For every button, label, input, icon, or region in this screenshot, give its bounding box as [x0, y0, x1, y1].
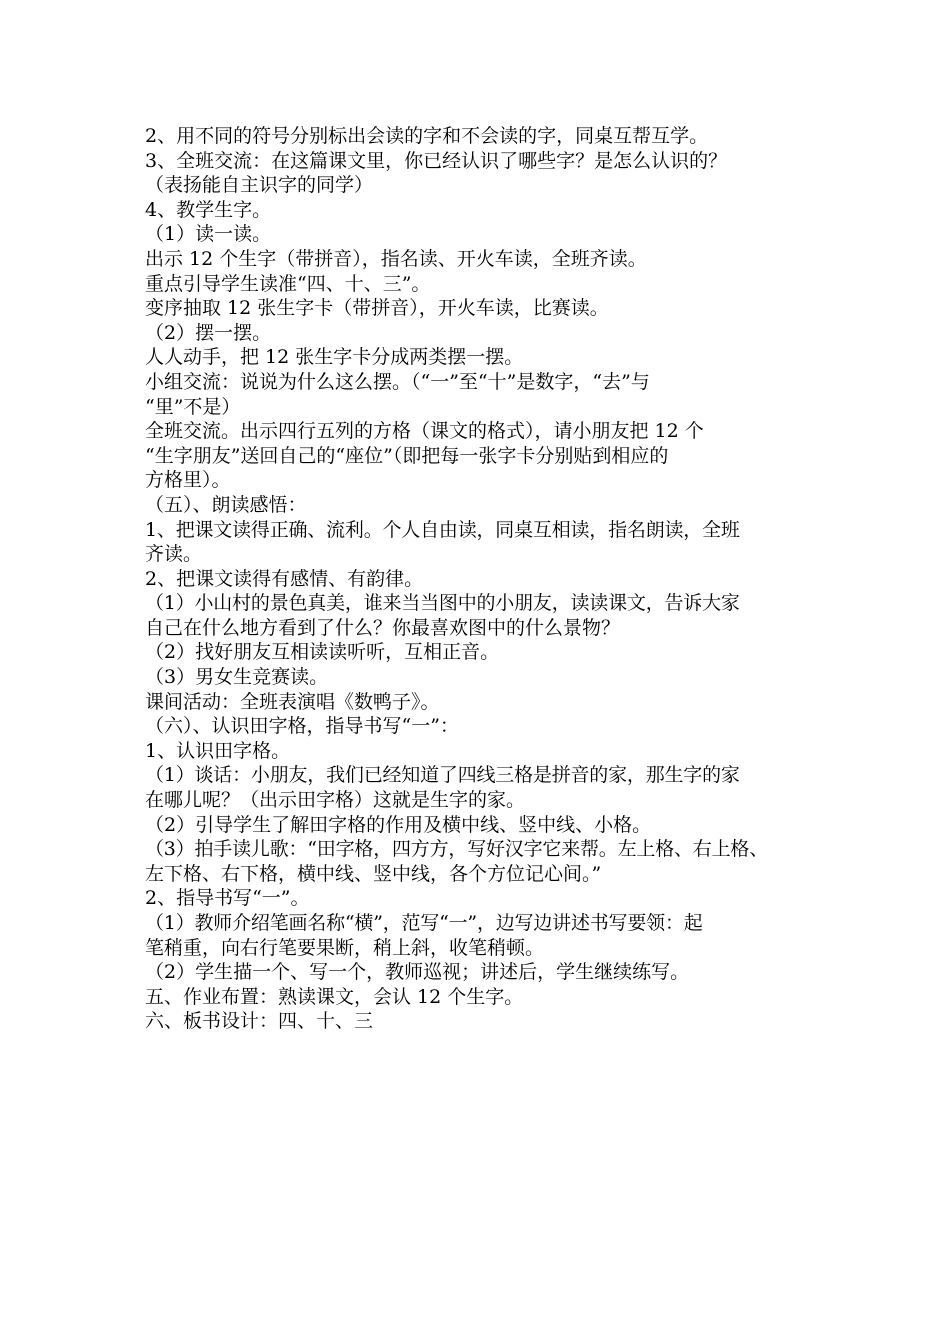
text-line: （1）谈话：小朋友，我们已经知道了四线三格是拼音的家，那生字的家 [145, 764, 740, 787]
text-line: 3、全班交流：在这篇课文里，你已经认识了哪些字？是怎么认识的？ [145, 149, 728, 172]
text-line: “里”不是） [145, 395, 241, 418]
text-line: 全班交流。出示四行五列的方格（课文的格式），请小朋友把 12 个 [145, 420, 704, 443]
text-line: 变序抽取 12 张生字卡（带拼音），开火车读，比赛读。 [145, 297, 609, 320]
text-line: 重点引导学生读准“四、十、三”。 [145, 272, 431, 295]
text-line: 齐读。 [145, 543, 203, 566]
text-line: 2、用不同的符号分别标出会读的字和不会读的字，同桌互帮互学。 [145, 125, 709, 147]
text-line: （1）读一读。 [145, 223, 272, 246]
text-line: 小组交流：说说为什么这么摆。（“一”至“十”是数字，“去”与 [145, 370, 650, 393]
text-line: （2）找好朋友互相读读听听，互相正音。 [145, 641, 500, 664]
text-line: 1、认识田字格。 [145, 739, 291, 762]
text-line: （3）拍手读儿歌：“田字格，四方方，写好汉字它来帮。左上格、右上格、 [145, 838, 769, 861]
text-line: 4、教学生字。 [145, 198, 272, 221]
text-line: （2）摆一摆。 [145, 321, 272, 344]
text-line: 自己在什么地方看到了什么？你最喜欢图中的什么景物？ [145, 616, 621, 639]
text-line: 左下格、右下格，横中线、竖中线，各个方位记心间。” [145, 862, 602, 885]
text-line: （表扬能自主识字的同学） [145, 174, 374, 197]
text-line: 课间活动：全班表演唱《数鸭子》。 [145, 690, 440, 713]
text-line: （2）学生描一个、写一个，教师巡视；讲述后，学生继续练写。 [145, 961, 690, 984]
text-line: （1）小山村的景色真美，谁来当当图中的小朋友，读读课文，告诉大家 [145, 592, 740, 615]
text-line: 2、指导书写“一”。 [145, 887, 310, 910]
text-line: 六、板书设计：四、十、三 [145, 1010, 374, 1033]
text-line: 五、作业布置：熟读课文，会认 12 个生字。 [145, 985, 524, 1008]
text-line: 在哪儿呢？（出示田字格）这就是生字的家。 [145, 789, 526, 812]
document-body [145, 124, 825, 1034]
text-line: “生字朋友”送回自己的“座位”（即把每一张字卡分别贴到相应的 [145, 444, 669, 467]
text-line: 2、把课文读得有感情、有韵律。 [145, 567, 424, 590]
text-line: （2）引导学生了解田字格的作用及横中线、竖中线、小格。 [145, 813, 652, 836]
text-line: （五）、朗读感悟： [145, 493, 307, 516]
text-line: 笔稍重，向右行笔要果断，稍上斜，收笔稍顿。 [145, 936, 545, 959]
text-line: 1、把课文读得正确、流利。个人自由读，同桌互相读，指名朗读，全班 [145, 518, 740, 541]
text-line: 人人动手，把 12 张生字卡分成两类摆一摆。 [145, 346, 524, 369]
text-line: （1）教师介绍笔画名称“横”，范写“一”，边写边讲述书写要领：起 [145, 912, 703, 934]
text-line: 方格里）。 [145, 469, 231, 492]
text-line: （3）男女生竞赛读。 [145, 666, 329, 689]
text-line: （六）、认识田字格，指导书写“一”： [145, 715, 459, 738]
text-line: 出示 12 个生字（带拼音），指名读、开火车读，全班齐读。 [145, 247, 647, 270]
